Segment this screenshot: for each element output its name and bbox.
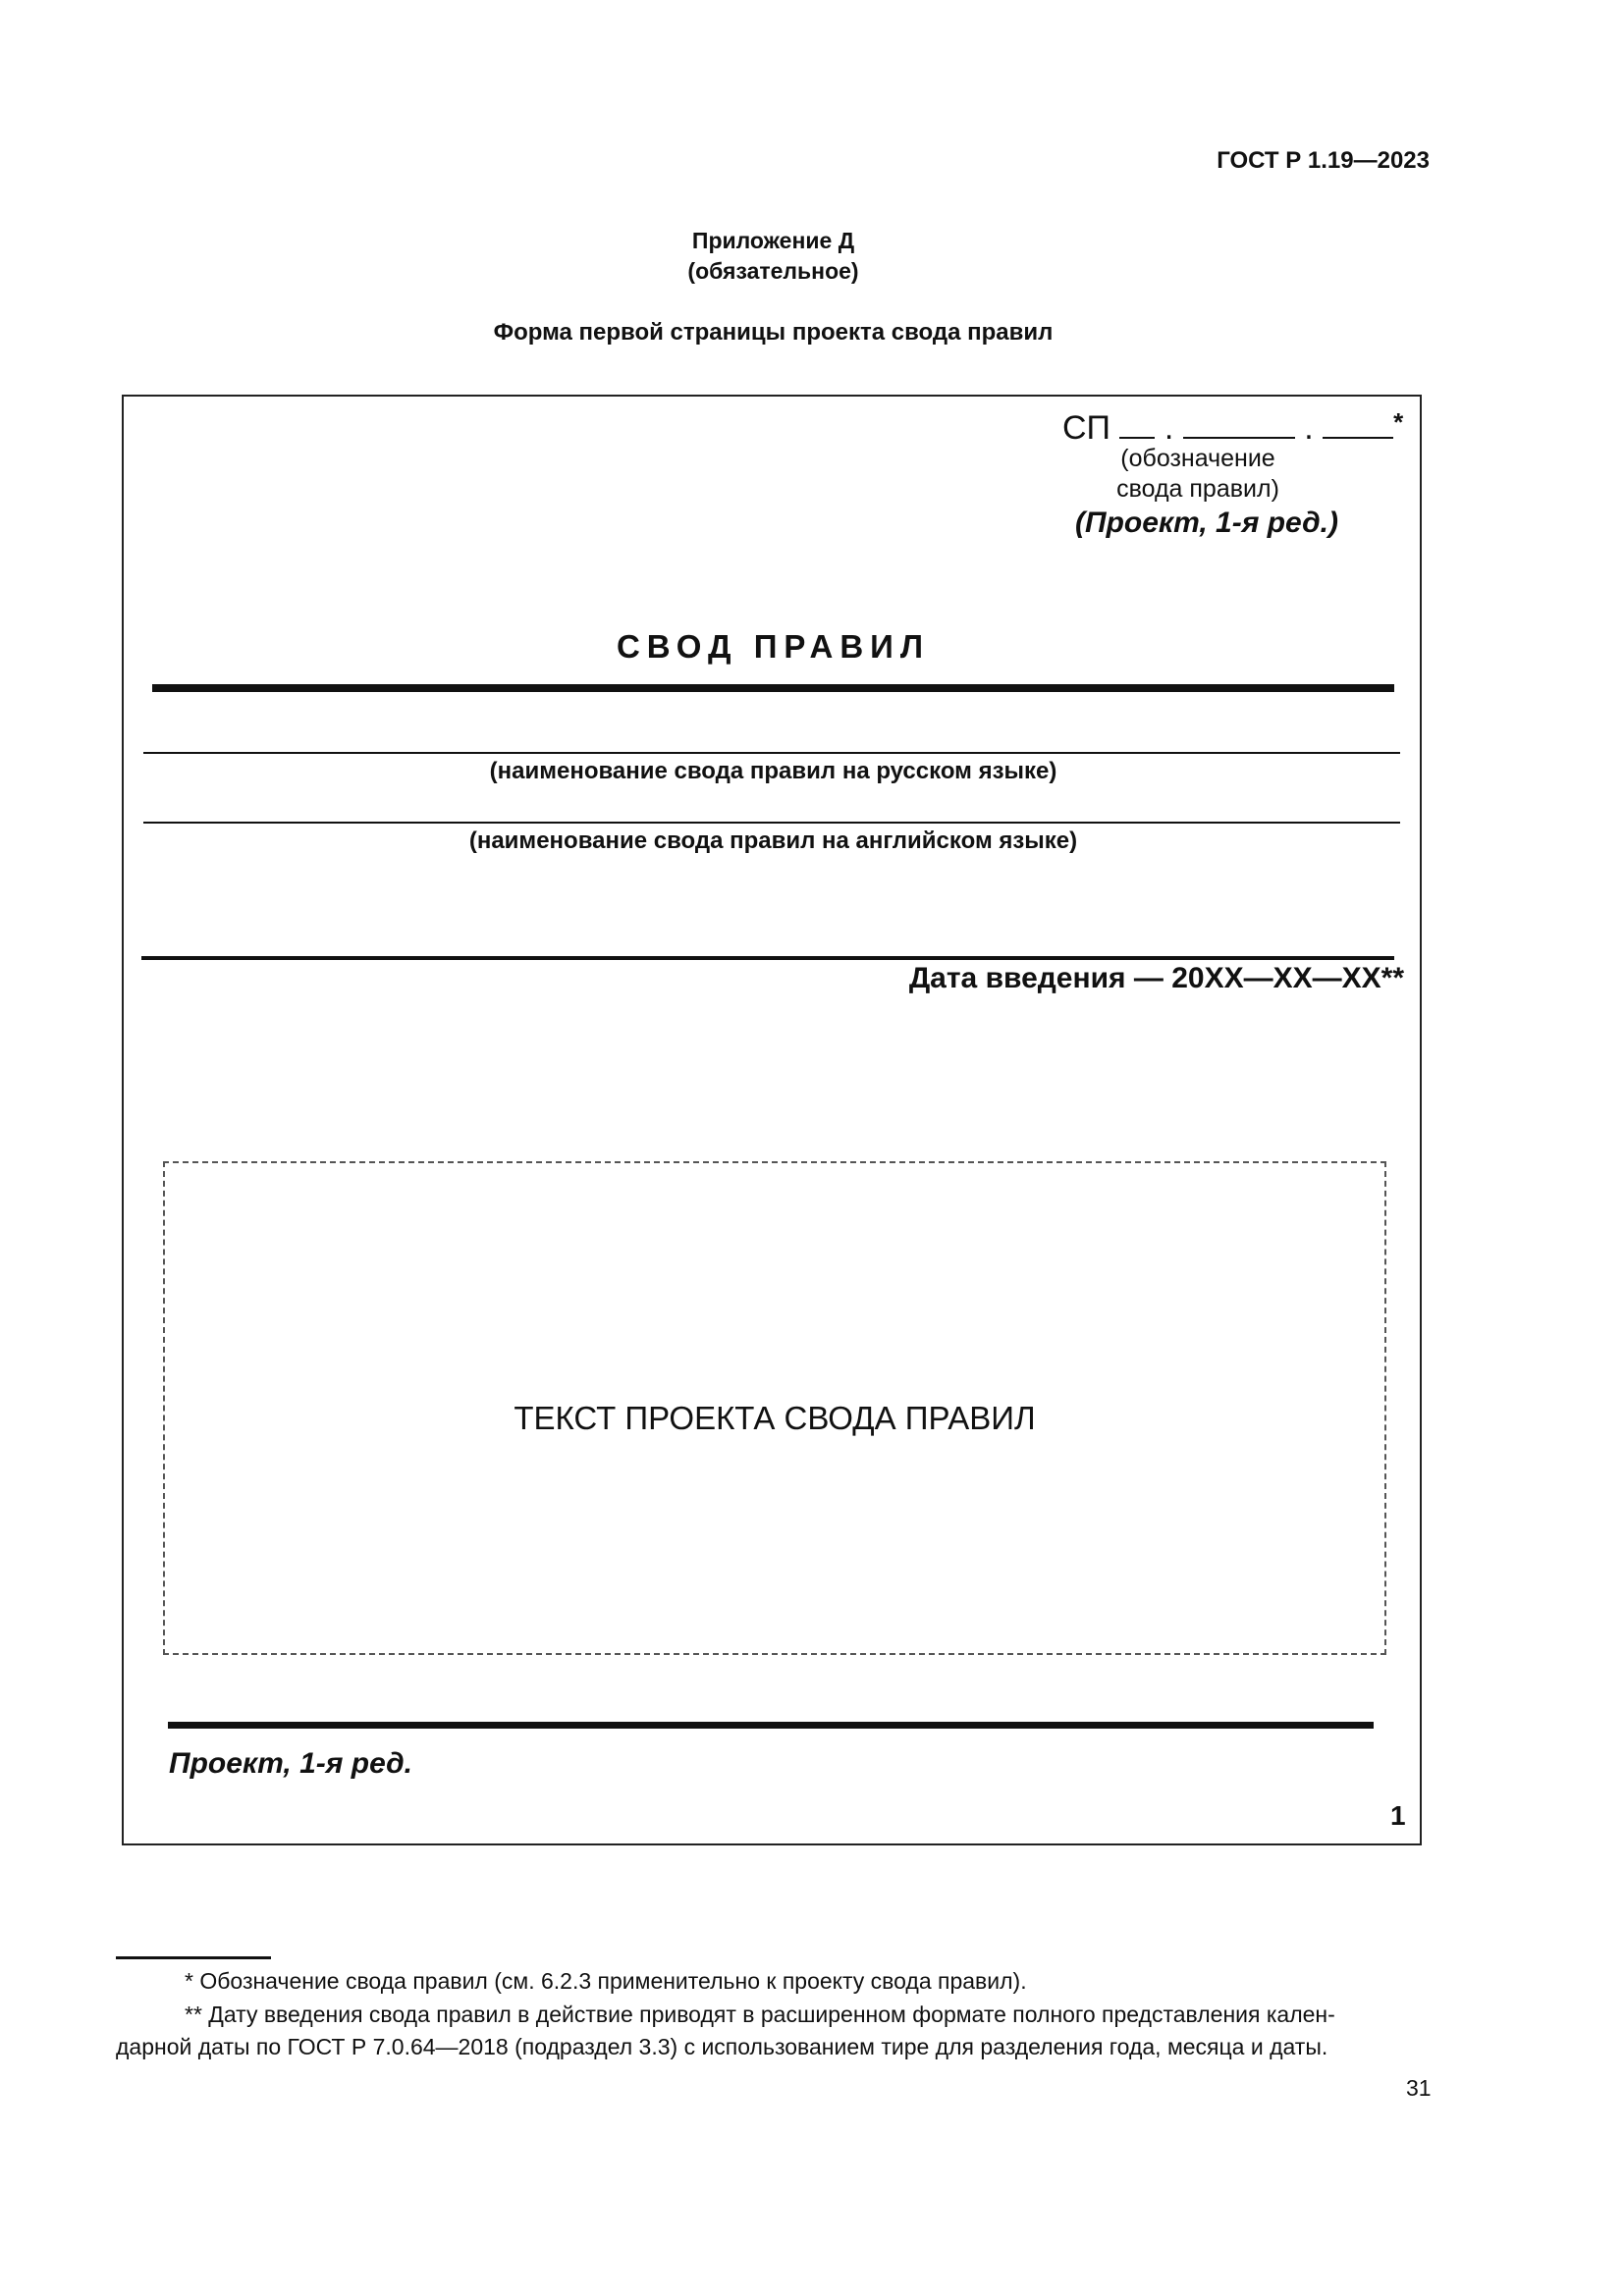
- footnote-2-line2: дарной даты по ГОСТ Р 7.0.64—2018 (подраздел 3.3) с использованием тире для разделения года, месяца и даты.: [116, 2034, 1328, 2059]
- intro-date: Дата введения — 20XX—XX—XX**: [908, 962, 1404, 994]
- sp-dot-1: .: [1164, 409, 1174, 447]
- name-ru-caption: (наименование свода правил на русском языке): [489, 758, 1057, 784]
- name-en-line: [143, 822, 1400, 824]
- footnote-separator: [116, 1956, 271, 1959]
- sp-blank-2: [1183, 407, 1295, 439]
- form-page-number: 1: [1390, 1800, 1406, 1831]
- footer-rule: [168, 1722, 1374, 1729]
- form-title: Форма первой страницы проекта свода правил: [493, 319, 1054, 346]
- code-title: СВОД ПРАВИЛ: [616, 628, 931, 665]
- body-text-placeholder-box: [163, 1161, 1386, 1655]
- title-rule: [152, 684, 1394, 692]
- sp-caption: [1060, 444, 1335, 505]
- sp-caption-line2: свода правил): [1116, 475, 1279, 503]
- draft-edition-top: (Проект, 1-я ред.): [1075, 507, 1338, 539]
- sp-blank-3: [1323, 407, 1393, 439]
- annex-title: Приложение Д: [691, 228, 855, 253]
- footnote-2-line1: ** Дату введения свода правил в действие приводят в расширенном формате полного представления кален-: [185, 2002, 1335, 2027]
- body-text-placeholder: ТЕКСТ ПРОЕКТА СВОДА ПРАВИЛ: [514, 1399, 1036, 1436]
- name-ru-line: [143, 752, 1400, 754]
- annex-status: (обязательное): [687, 258, 859, 284]
- sp-caption-line1: (обозначение: [1120, 445, 1275, 472]
- name-en-caption: (наименование свода правил на английском языке): [468, 828, 1078, 854]
- standard-id: ГОСТ Р 1.19—2023: [1217, 147, 1430, 174]
- sp-blank-1: [1119, 407, 1155, 439]
- sp-designation-line: [1062, 407, 1403, 448]
- page-number: 31: [1406, 2075, 1432, 2101]
- sp-prefix: СП: [1062, 409, 1110, 447]
- date-rule: [141, 956, 1394, 960]
- sp-dot-2: .: [1304, 409, 1314, 447]
- annex-heading: [0, 226, 1546, 287]
- footnote-1: * Обозначение свода правил (см. 6.2.3 применительно к проекту свода правил).: [185, 1968, 1027, 1994]
- sp-footnote-marker: *: [1393, 407, 1404, 437]
- draft-edition-bottom: Проект, 1-я ред.: [169, 1747, 412, 1780]
